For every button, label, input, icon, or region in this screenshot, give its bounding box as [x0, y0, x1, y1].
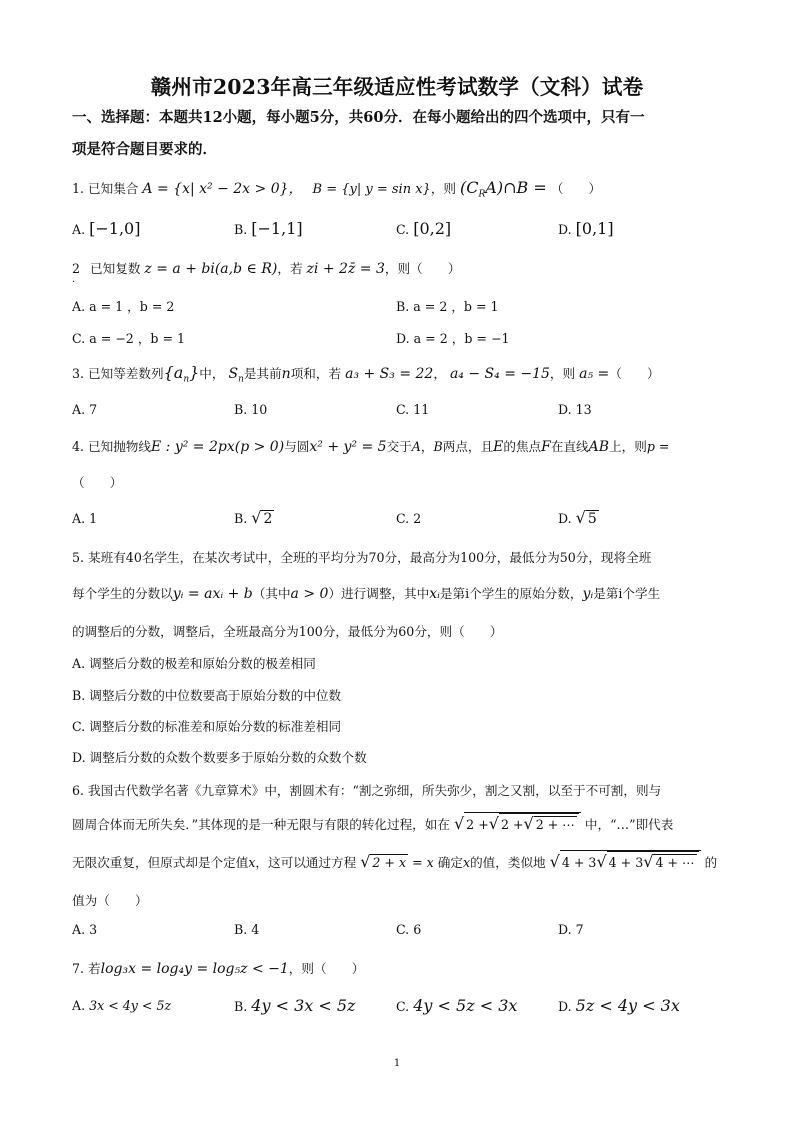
sqrt-symbol: √ [549, 852, 560, 871]
question-2-option-d[interactable]: D. a = 2 ，b = −1 [396, 331, 510, 346]
question-1-option-d[interactable]: D. [0,1] [558, 219, 614, 238]
question-2-dot: . [72, 274, 76, 285]
page-title: 赣州市2023年高三年级适应性考试数学（文科）试卷 [150, 75, 644, 99]
question-3-option-d[interactable]: D. 13 [558, 402, 592, 417]
radical-2-plus-x: 2 + x [372, 855, 407, 870]
question-6-option-a[interactable]: A. 3 [72, 922, 98, 937]
question-4-stem: 4. 已知抛物线E : y² = 2px(p > 0)与圆x² + y² = 5交于A，B两点，且E的焦点F在直线AB上，则p = [72, 439, 670, 455]
question-1-option-a[interactable]: A. [−1,0] [72, 219, 141, 238]
page-number: 1 [393, 1058, 401, 1069]
question-5-option-d[interactable]: D. 调整后分数的众数个数要多于原始分数的众数个数 [72, 750, 367, 765]
sqrt-symbol: √ [251, 508, 262, 527]
question-3-option-a[interactable]: A. 7 [72, 402, 98, 417]
question-6-line3: 无限次重复，但原式却是个定值x，这可以通过方程 √ 2 + x = x 确定x的值，类似地 √ 4 + 3√ 4 + 3√ 4 + ⋯ 的 [72, 852, 718, 871]
question-2-option-c[interactable]: C. a = −2 ，b = 1 [72, 331, 186, 346]
question-7-option-b[interactable]: B. 4y < 3x < 5z [234, 996, 356, 1015]
question-6-line2: 圆周合体而无所失矣．”其体现的是一种无限与有限的转化过程，如在 √ 2 +√ 2 +√ 2 + ⋯ 中，“…”即代表 [72, 814, 674, 833]
question-6-option-d[interactable]: D. 7 [558, 922, 584, 937]
question-7-stem: 7. 若log₃x = log₄y = log₅z < −1，则（ ） [72, 961, 365, 977]
nested-radical-1: 2 +√ 2 +√ 2 + ⋯ [464, 812, 581, 833]
question-5-line1: 5. 某班有40名学生，在某次考试中，全班的平均分为70分，最高分为100分，最低分为50分，现将全班 [72, 550, 652, 565]
question-4-option-b[interactable]: B. √ 2 [234, 508, 273, 527]
question-6-option-c[interactable]: C. 6 [396, 922, 422, 937]
question-5-line2: 每个学生的分数以yᵢ = axᵢ + b（其中a > 0）进行调整，其中xᵢ是第i个学生的原始分数，yᵢ是第i个学生 [72, 586, 661, 602]
question-5-option-a[interactable]: A. 调整后分数的极差和原始分数的极差相同 [72, 656, 316, 671]
sqrt-symbol: √ [575, 508, 586, 527]
nested-radical-2: 4 + 3√ 4 + 3√ 4 + ⋯ [560, 850, 701, 871]
section-heading-line2: 项是符合题目要求的． [72, 141, 217, 158]
question-3-option-c[interactable]: C. 11 [396, 402, 430, 417]
question-4-option-c[interactable]: C. 2 [396, 511, 422, 526]
question-1-option-b[interactable]: B. [−1,1] [234, 219, 303, 238]
question-5-option-c[interactable]: C. 调整后分数的标准差和原始分数的标准差相同 [72, 719, 342, 734]
sqrt-symbol: √ [453, 814, 465, 833]
question-5-line3: 的调整后的分数，调整后，全班最高分为100分，最低分为60分，则（ ） [72, 624, 503, 639]
question-2-option-b[interactable]: B. a = 2 ，b = 1 [396, 299, 499, 314]
sqrt-symbol: √ [360, 852, 371, 871]
question-6-line1: 6. 我国古代数学名著《九章算术》中，割圆术有：“割之弥细，所失弥少，割之又割，以至于不可割，则与 [72, 783, 662, 798]
question-6-line4: 值为（ ） [72, 893, 148, 908]
question-2-option-a[interactable]: A. a = 1 ，b = 2 [72, 299, 175, 314]
question-1-option-c[interactable]: C. [0,2] [396, 219, 452, 238]
question-7-option-a[interactable]: A. 3x < 4y < 5z [72, 998, 172, 1013]
question-7-option-c[interactable]: C. 4y < 5z < 3x [396, 996, 518, 1015]
question-1-stem: 1. 已知集合 A = {x| x² − 2x > 0}， B = {y| y = sin x}，则 $(C_RA)\cap B$ = （ ） [72, 178, 602, 200]
question-5-option-b[interactable]: B. 调整后分数的中位数要高于原始分数的中位数 [72, 688, 342, 703]
question-7-option-d[interactable]: D. 5z < 4y < 3x [558, 996, 680, 1015]
section-heading-line1: 一、选择题：本题共12小题，每小题5分，共60分．在每小题给出的四个选项中，只有一 [72, 109, 645, 126]
question-3-option-b[interactable]: B. 10 [234, 402, 268, 417]
question-6-option-b[interactable]: B. 4 [234, 922, 260, 937]
question-2-stem: 2 已知复数 z = a + bi(a,b ∈ R)，若 zi + 2z̄ = 3，则（ ） [72, 261, 461, 277]
question-3-stem: 3. 已知等差数列$\{a_n\}$中， $S_n$是其前n项和，若 a₃ + S₃ = 22， a₄ − S₄ = −15，则 a₅ =（ ） [72, 363, 660, 385]
question-4-option-a[interactable]: A. 1 [72, 511, 98, 526]
question-4-paren: （ ） [72, 475, 123, 490]
section-heading [72, 102, 732, 166]
question-4-option-d[interactable]: D. √ 5 [558, 508, 597, 527]
